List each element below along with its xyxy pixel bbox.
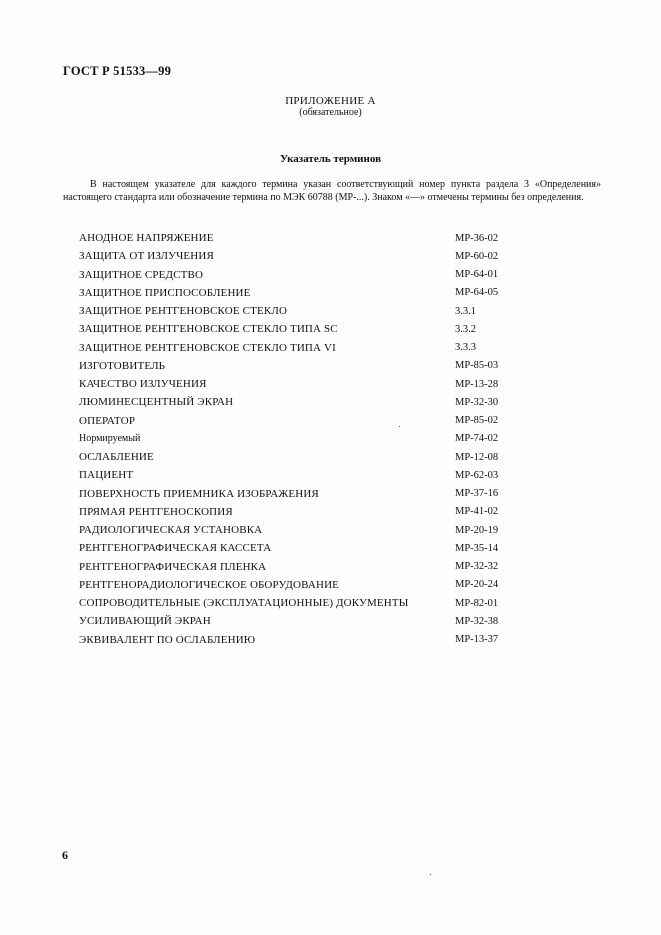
term-name: РЕНТГЕНОГРАФИЧЕСКАЯ КАССЕТА (79, 542, 272, 555)
term-reference: МР-32-30 (455, 396, 499, 408)
term-name: ЗАЩИТНОЕ РЕНТГЕНОВСКОЕ СТЕКЛО ТИПА SC (79, 323, 338, 336)
term-reference: МР-35-14 (455, 542, 499, 554)
term-reference: МР-74-02 (455, 433, 499, 445)
term-row (79, 357, 539, 375)
term-row (79, 631, 539, 649)
term-name: ЗАЩИТНОЕ ПРИСПОСОБЛЕНИЕ (79, 286, 251, 299)
term-name: СОПРОВОДИТЕЛЬНЫЕ (ЭКСПЛУАТАЦИОННЫЕ) ДОКУМЕНТЫ (79, 597, 409, 610)
term-name: ПОВЕРХНОСТЬ ПРИЕМНИКА ИЗОБРАЖЕНИЯ (79, 487, 319, 500)
term-reference: 3.3.1 (455, 305, 476, 317)
term-name: РЕНТГЕНОРАДИОЛОГИЧЕСКОЕ ОБОРУДОВАНИЕ (79, 578, 340, 591)
term-row (79, 393, 539, 411)
scan-speck (399, 426, 400, 427)
term-row (79, 266, 539, 284)
term-name: ЗАЩИТНОЕ СРЕДСТВО (79, 268, 204, 281)
term-reference: МР-85-03 (455, 360, 499, 372)
term-reference: МР-32-32 (455, 561, 499, 573)
term-reference: МР-41-02 (455, 506, 499, 518)
page-number: 6 (62, 848, 68, 862)
term-name: ЭКВИВАЛЕНТ ПО ОСЛАБЛЕНИЮ (79, 633, 256, 646)
term-reference: МР-62-03 (455, 469, 499, 481)
term-reference: МР-32-38 (455, 615, 499, 627)
term-row (79, 229, 539, 247)
term-reference: 3.3.2 (455, 323, 476, 335)
term-row (79, 284, 539, 302)
term-row (79, 612, 539, 630)
term-reference: МР-64-05 (455, 287, 499, 299)
term-name: ИЗГОТОВИТЕЛЬ (79, 359, 166, 372)
term-row (79, 539, 539, 557)
term-reference: МР-12-08 (455, 451, 499, 463)
term-name: ЗАЩИТНОЕ РЕНТГЕНОВСКОЕ СТЕКЛО ТИПА VI (79, 341, 336, 354)
term-reference: МР-13-37 (455, 634, 499, 646)
term-reference: МР-20-19 (455, 524, 499, 536)
term-row (79, 466, 539, 484)
term-name: ОСЛАБЛЕНИЕ (79, 451, 154, 464)
term-name: УСИЛИВАЮЩИЙ ЭКРАН (79, 615, 211, 628)
term-name: РЕНТГЕНОГРАФИЧЕСКАЯ ПЛЕНКА (79, 560, 267, 573)
term-row (79, 576, 539, 594)
appendix-title: ПРИЛОЖЕНИЕ А (285, 95, 376, 107)
term-name: ЛЮМИНЕСЦЕНТНЫЙ ЭКРАН (79, 396, 234, 409)
document-id: ГОСТ Р 51533—99 (63, 64, 172, 78)
term-row (79, 430, 539, 448)
term-name: ПАЦИЕНТ (79, 469, 134, 482)
term-row (79, 558, 539, 576)
term-name: ЗАЩИТНОЕ РЕНТГЕНОВСКОЕ СТЕКЛО (79, 305, 288, 318)
term-row (79, 247, 539, 265)
term-reference: МР-85-02 (455, 415, 499, 427)
term-name: ПРЯМАЯ РЕНТГЕНОСКОПИЯ (79, 505, 233, 518)
term-row (79, 485, 539, 503)
term-row (79, 375, 539, 393)
index-intro-paragraph: В настоящем указателе для каждого термина указан соответствующий номер пункта раздела 3 «Определения» настоящего стандарта или обозначение термина по МЭК 60788 (МР-...). Знаком «—» отмечены термины без определения. (63, 179, 601, 203)
term-row (79, 594, 539, 612)
term-reference: 3.3.3 (455, 342, 476, 354)
term-reference: МР-64-01 (455, 269, 499, 281)
term-row (79, 448, 539, 466)
term-row (79, 302, 539, 320)
term-name: РАДИОЛОГИЧЕСКАЯ УСТАНОВКА (79, 524, 263, 537)
term-name: АНОДНОЕ НАПРЯЖЕНИЕ (79, 232, 214, 245)
term-name: ОПЕРАТОР (79, 414, 136, 427)
scan-speck (430, 874, 431, 875)
term-reference: МР-37-16 (455, 488, 499, 500)
term-row (79, 521, 539, 539)
term-reference: МР-20-24 (455, 579, 499, 591)
term-reference: МР-82-01 (455, 597, 499, 609)
term-name: Нормируемый (79, 433, 141, 445)
term-reference: МР-36-02 (455, 232, 499, 244)
term-row (79, 503, 539, 521)
term-row (79, 339, 539, 357)
term-reference: МР-60-02 (455, 250, 499, 262)
appendix-subtitle: (обязательное) (299, 107, 362, 118)
terms-list (79, 229, 539, 649)
term-row (79, 412, 539, 430)
term-name: ЗАЩИТА ОТ ИЗЛУЧЕНИЯ (79, 250, 214, 263)
term-reference: МР-13-28 (455, 378, 499, 390)
term-row (79, 320, 539, 338)
term-name: КАЧЕСТВО ИЗЛУЧЕНИЯ (79, 378, 207, 391)
index-heading: Указатель терминов (279, 153, 382, 165)
